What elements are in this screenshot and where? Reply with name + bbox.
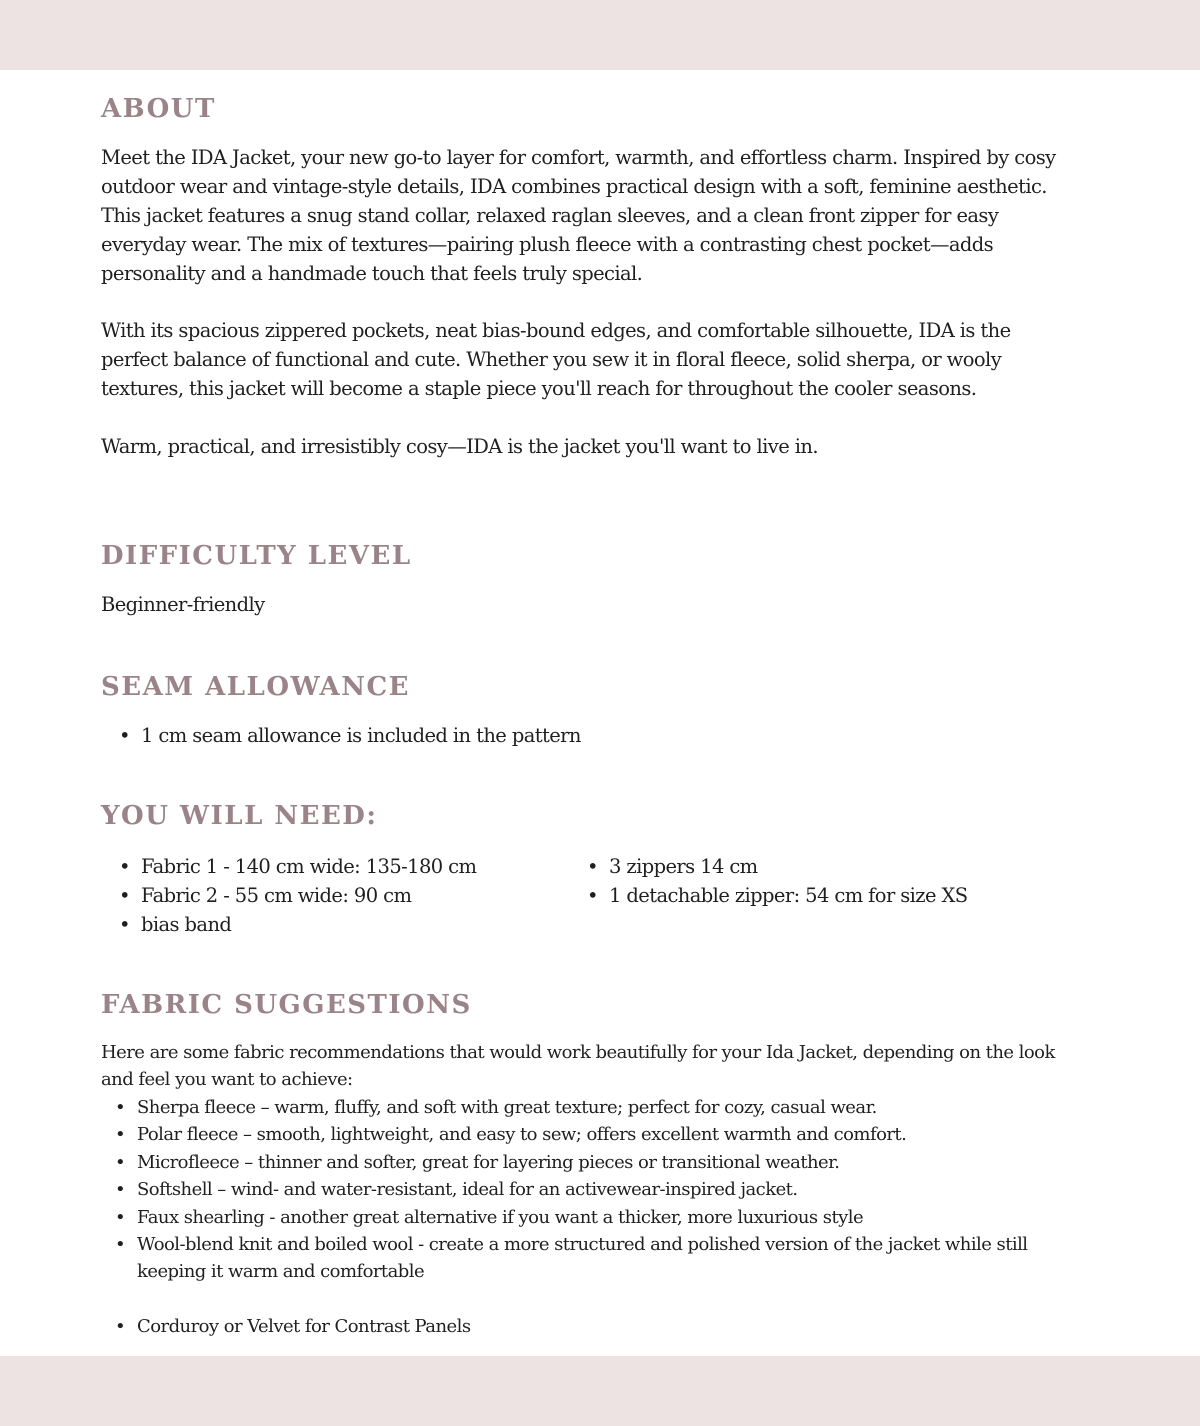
list-item: • Wool-blend knit and boiled wool - create a more structured and polished version of the jacket while still keeping it warm and comfortable <box>113 1231 1057 1286</box>
list-item: • 3 zippers 14 cm <box>585 852 968 881</box>
list-item: • Fabric 1 - 140 cm wide: 135-180 cm <box>117 852 476 881</box>
about-paragraph-2: With its spacious zippered pockets, neat bias-bound edges, and comfortable silhouette, IDA is the perfect balance of functional and cute. Whether you sew it in floral fleece, solid sherpa, or wooly textures, this jacket will become a staple piece you'll reach for throughout the cooler seasons. <box>101 319 1011 400</box>
about-paragraph-1: Meet the IDA Jacket, your new go-to layer for comfort, warmth, and effortless charm. Inspired by cosy outdoor wear and vintage-style details, IDA combines practical design with a soft, feminine aesthetic. This jacket features a snug stand collar, relaxed raglan sleeves, and a clean front zipper for easy everyday wear. The mix of textures—pairing plush fleece with a contrasting chest pocket—adds personality and a handmade touch that feels truly special. <box>101 146 1056 285</box>
about-paragraph-3: Warm, practical, and irresistibly cosy—IDA is the jacket you'll want to live in. <box>101 435 818 458</box>
fabric-suggestions-heading: FABRIC SUGGESTIONS <box>101 990 472 1020</box>
fabric-extra-list <box>113 1313 471 1340</box>
list-item: • Fabric 2 - 55 cm wide: 90 cm <box>117 881 476 910</box>
difficulty-heading: DIFFICULTY LEVEL <box>101 541 412 571</box>
bottom-band <box>0 1356 1200 1426</box>
list-item: • Faux shearling - another great alternative if you want a thicker, more luxurious style <box>113 1204 1057 1231</box>
fabric-intro: Here are some fabric recommendations that would work beautifully for your Ida Jacket, depending on the look and feel you want to achieve: <box>101 1042 1055 1090</box>
list-item: • Microfleece – thinner and softer, great for layering pieces or transitional weather. <box>113 1149 1057 1176</box>
list-item: • Sherpa fleece – warm, fluffy, and soft with great texture; perfect for cozy, casual wear. <box>113 1094 1057 1121</box>
you-will-need-heading: YOU WILL NEED: <box>101 801 378 831</box>
fabric-list <box>113 1094 1057 1286</box>
document-page <box>0 70 1200 1356</box>
list-item: • 1 detachable zipper: 54 cm for size XS <box>585 881 968 910</box>
list-item: • bias band <box>117 910 476 939</box>
difficulty-text: Beginner-friendly <box>101 593 265 616</box>
about-heading: ABOUT <box>101 94 216 124</box>
you-will-need-list-right <box>585 852 968 910</box>
seam-allowance-list <box>117 721 581 750</box>
list-item: • 1 cm seam allowance is included in the pattern <box>117 721 581 750</box>
top-band <box>0 0 1200 70</box>
list-item: • Polar fleece – smooth, lightweight, and easy to sew; offers excellent warmth and comfort. <box>113 1121 1057 1148</box>
you-will-need-list-left <box>117 852 476 939</box>
list-item: • Softshell – wind- and water-resistant, ideal for an activewear-inspired jacket. <box>113 1176 1057 1203</box>
list-item: • Corduroy or Velvet for Contrast Panels <box>113 1313 471 1340</box>
seam-allowance-heading: SEAM ALLOWANCE <box>101 672 410 702</box>
